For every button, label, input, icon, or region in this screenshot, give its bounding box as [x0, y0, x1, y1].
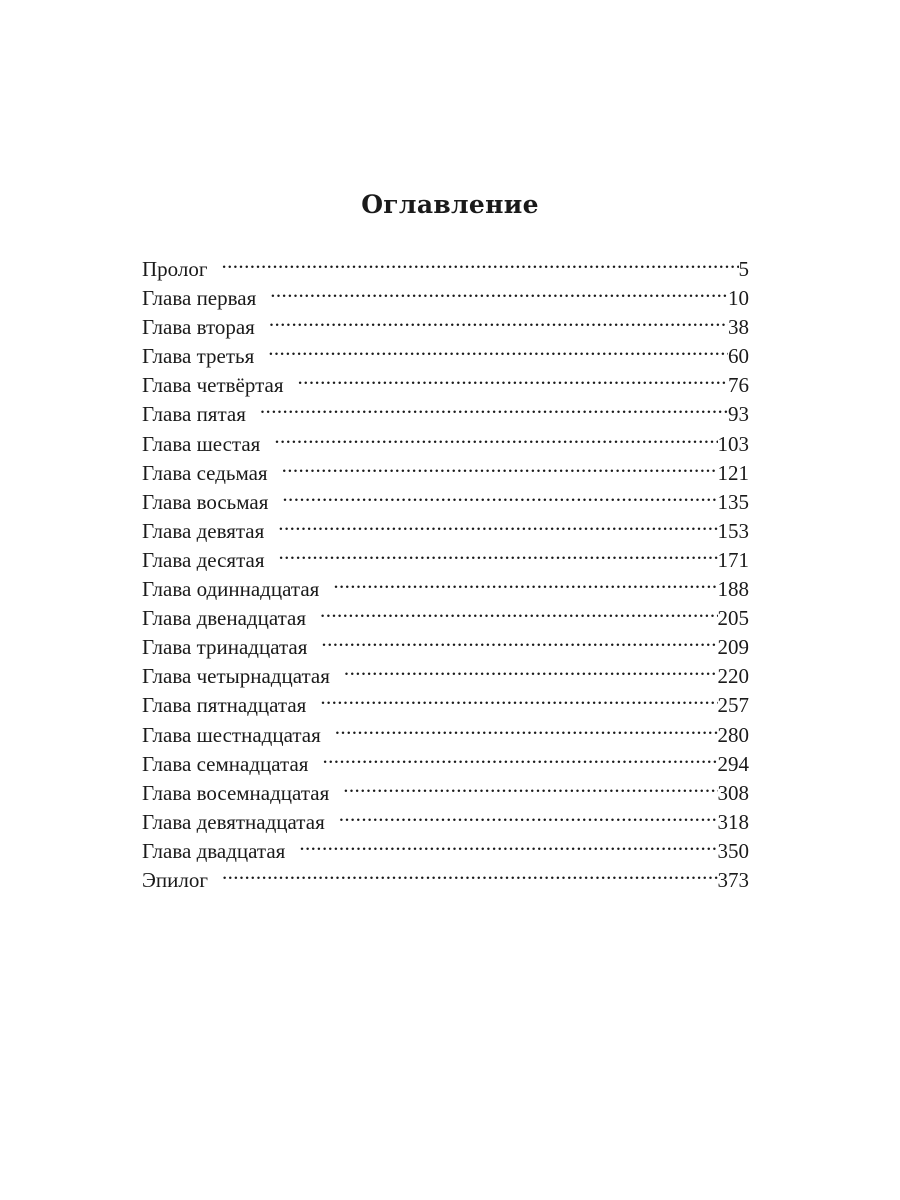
toc-dot-leader	[320, 604, 717, 625]
toc-dot-leader	[274, 430, 717, 451]
toc-page-number: 153	[717, 518, 749, 543]
toc-page-number: 171	[717, 547, 749, 572]
toc-entry-label: Глава пятая	[142, 402, 246, 427]
toc-entry-label: Глава пятнадцатая	[142, 693, 307, 718]
toc-entry-label: Глава шестнадцатая	[142, 722, 321, 747]
toc-page-number: 76	[728, 373, 749, 398]
toc-page-number: 93	[728, 402, 749, 427]
toc-page-number: 318	[717, 809, 749, 834]
toc-page-number: 294	[717, 751, 749, 776]
toc-entry-label: Глава четвёртая	[142, 373, 284, 398]
toc-page-number: 103	[717, 431, 749, 456]
toc-entry-label: Глава четырнадцатая	[142, 664, 330, 689]
toc-entry-label: Глава первая	[142, 286, 257, 311]
toc-dot-leader	[339, 808, 718, 829]
toc-entry-label: Глава двадцатая	[142, 838, 286, 863]
toc-entry[interactable]	[142, 662, 749, 691]
toc-dot-leader	[282, 459, 718, 480]
toc-dot-leader	[279, 546, 718, 567]
toc-entry[interactable]	[142, 837, 749, 866]
toc-entry[interactable]	[142, 866, 749, 895]
toc-entry-label: Глава третья	[142, 344, 255, 369]
toc-entry-label: Глава седьмая	[142, 460, 268, 485]
toc-dot-leader	[282, 488, 717, 509]
toc-entry-label: Глава шестая	[142, 431, 261, 456]
toc-dot-leader	[260, 400, 728, 421]
toc-page-number: 209	[717, 635, 749, 660]
toc-entry[interactable]	[142, 284, 749, 313]
toc-entry-label: Глава восемнадцатая	[142, 780, 330, 805]
toc-entry[interactable]	[142, 604, 749, 633]
toc-entry[interactable]	[142, 488, 749, 517]
toc-dot-leader	[321, 633, 717, 654]
toc-entry-label: Глава девятая	[142, 518, 265, 543]
toc-entry-label: Глава семнадцатая	[142, 751, 309, 776]
toc-entry[interactable]	[142, 779, 749, 808]
toc-page-number: 308	[717, 780, 749, 805]
toc-entry-label: Глава двенадцатая	[142, 606, 307, 631]
toc-dot-leader	[320, 691, 717, 712]
toc-dot-leader	[322, 750, 717, 771]
toc-entry[interactable]	[142, 721, 749, 750]
toc-entry[interactable]	[142, 430, 749, 459]
toc-entry[interactable]	[142, 255, 749, 284]
toc-entry[interactable]	[142, 371, 749, 400]
toc-dot-leader	[298, 371, 728, 392]
toc-entry-label: Эпилог	[142, 867, 208, 892]
toc-entry[interactable]	[142, 342, 749, 371]
toc-page-number: 121	[717, 460, 749, 485]
toc-page-number: 280	[717, 722, 749, 747]
toc-dot-leader	[268, 342, 728, 363]
toc-page-number: 38	[728, 315, 749, 340]
toc-entry[interactable]	[142, 517, 749, 546]
toc-entry-label: Пролог	[142, 257, 208, 281]
toc-dot-leader	[343, 779, 717, 800]
toc-entry-label: Глава девятнадцатая	[142, 809, 325, 834]
toc-entry[interactable]	[142, 808, 749, 837]
toc-entry-label: Глава вторая	[142, 315, 255, 340]
toc-dot-leader	[278, 517, 717, 538]
toc-dot-leader	[269, 313, 728, 334]
toc-page-number: 373	[717, 867, 749, 892]
toc-entry-label: Глава восьмая	[142, 489, 269, 514]
toc-page-number: 60	[728, 344, 749, 369]
toc-page-number: 257	[717, 693, 749, 718]
toc-entry-label: Глава одиннадцатая	[142, 577, 320, 602]
page-title: Оглавление	[361, 190, 539, 219]
toc-entry-label: Глава десятая	[142, 547, 265, 572]
toc-dot-leader	[270, 284, 728, 305]
toc-entry[interactable]	[142, 546, 749, 575]
toc-entry[interactable]	[142, 750, 749, 779]
toc-page-number: 350	[717, 838, 749, 863]
toc-entry[interactable]	[142, 575, 749, 604]
toc-entry[interactable]	[142, 691, 749, 720]
toc-dot-leader	[333, 575, 717, 596]
toc-entry[interactable]	[142, 313, 749, 342]
toc-page-number: 205	[717, 606, 749, 631]
toc-dot-leader	[221, 255, 738, 276]
toc-dot-leader	[299, 837, 717, 858]
toc-page-number: 10	[728, 286, 749, 311]
toc-entry[interactable]	[142, 459, 749, 488]
toc-dot-leader	[344, 662, 718, 683]
toc-entry[interactable]	[142, 400, 749, 429]
table-of-contents	[142, 255, 749, 895]
toc-entry-label: Глава тринадцатая	[142, 635, 308, 660]
toc-page-number: 188	[717, 577, 749, 602]
toc-entry[interactable]	[142, 633, 749, 662]
toc-page-number: 5	[738, 257, 749, 281]
toc-page-number: 220	[717, 664, 749, 689]
toc-dot-leader	[335, 721, 718, 742]
toc-page-number: 135	[717, 489, 749, 514]
toc-dot-leader	[222, 866, 718, 887]
